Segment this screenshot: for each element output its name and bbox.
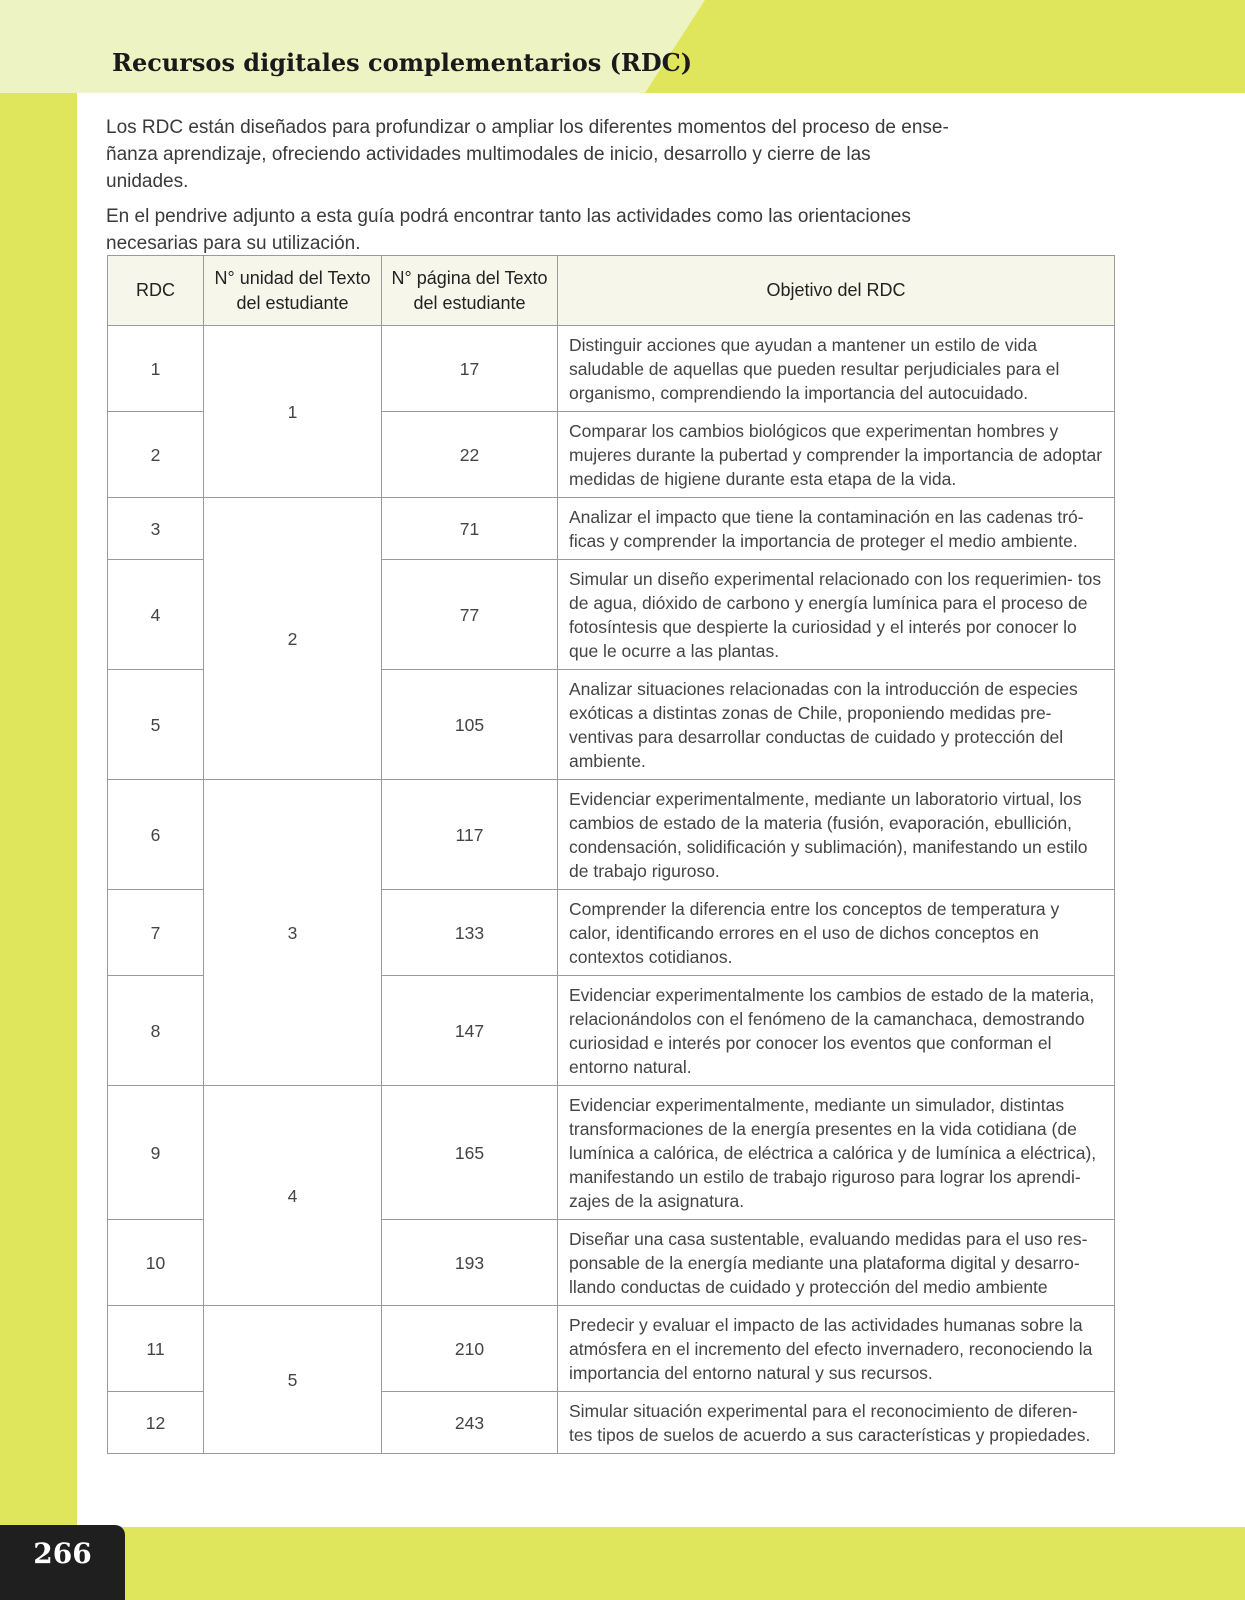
unit-number: 1 [204,326,382,498]
unit-number: 4 [204,1086,382,1306]
table-row [108,1306,1115,1392]
table-header-row [108,256,1115,326]
rdc-number: 9 [108,1086,204,1220]
rdc-number: 3 [108,498,204,560]
footer-band [0,1527,1245,1600]
page-number-cell: 105 [382,670,558,780]
rdc-number: 5 [108,670,204,780]
objective-text: Diseñar una casa sustentable, evaluando medidas para el uso res- ponsable de la energía mediante una plataforma digital y desarro- llando conductas de cuidado y protección del medio ambiente [558,1220,1115,1306]
rdc-number: 11 [108,1306,204,1392]
rdc-number: 4 [108,560,204,670]
page-title: Recursos digitales complementarios (RDC) [112,48,693,77]
objective-text: Distinguir acciones que ayudan a mantener un estilo de vida saludable de aquellas que pueden resultar perjudiciales para el organismo, comprendiendo la importancia del autocuidado. [558,326,1115,412]
header-rdc: RDC [108,256,204,326]
page-number-cell: 71 [382,498,558,560]
page-number-cell: 22 [382,412,558,498]
header-unit: N° unidad del Texto del estudiante [204,256,382,326]
page-number-cell: 165 [382,1086,558,1220]
objective-text: Evidenciar experimentalmente los cambios de estado de la materia, relacionándolos con el fenómeno de la camanchaca, demostrando curiosidad e interés por conocer los eventos que conforman el entorno natural. [558,976,1115,1086]
objective-text: Evidenciar experimentalmente, mediante un laboratorio virtual, los cambios de estado de la materia (fusión, evaporación, ebullición, condensación, solidificación y sublimación), manifestando un estilo de trabajo riguroso. [558,780,1115,890]
page-number-cell: 147 [382,976,558,1086]
rdc-number: 10 [108,1220,204,1306]
rdc-number: 7 [108,890,204,976]
table-row [108,780,1115,890]
header-objective: Objetivo del RDC [558,256,1115,326]
objective-text: Analizar el impacto que tiene la contaminación en las cadenas tró- ficas y comprender la importancia de proteger el medio ambiente. [558,498,1115,560]
page-number-cell: 243 [382,1392,558,1454]
header-page: N° página del Texto del estudiante [382,256,558,326]
objective-text: Predecir y evaluar el impacto de las actividades humanas sobre la atmósfera en el incremento del efecto invernadero, reconociendo la importancia del entorno natural y sus recursos. [558,1306,1115,1392]
rdc-number: 1 [108,326,204,412]
page-number-cell: 133 [382,890,558,976]
table-row [108,1086,1115,1220]
intro-paragraph-1: Los RDC están diseñados para profundizar o ampliar los diferentes momentos del proceso de ense- ñanza aprendizaje, ofreciendo actividades multimodales de inicio, desarrollo y cierre de las unidades. [106,117,949,192]
objective-text: Simular un diseño experimental relacionado con los requerimien- tos de agua, dióxido de carbono y energía lumínica para el proceso de fotosíntesis que despierte la curiosidad y el interés por conocer lo que le ocurre a las plantas. [558,560,1115,670]
table-row [108,498,1115,560]
page-number-box [0,1525,125,1600]
page-number-cell: 117 [382,780,558,890]
page-number-cell: 17 [382,326,558,412]
header-accent-shape [645,0,1245,93]
rdc-number: 6 [108,780,204,890]
intro-text [106,114,956,265]
unit-number: 5 [204,1306,382,1454]
rdc-table [107,255,1115,1454]
objective-text: Analizar situaciones relacionadas con la introducción de especies exóticas a distintas zonas de Chile, proponiendo medidas pre- ventivas para desarrollar conductas de cuidado y protección del ambiente. [558,670,1115,780]
table-row [108,326,1115,412]
page-number-cell: 193 [382,1220,558,1306]
unit-number: 2 [204,498,382,780]
objective-text: Comparar los cambios biológicos que experimentan hombres y mujeres durante la pubertad y comprender la importancia de adoptar medidas de higiene durante esta etapa de la vida. [558,412,1115,498]
objective-text: Evidenciar experimentalmente, mediante un simulador, distintas transformaciones de la energía presentes en la vida cotidiana (de lumínica a calórica, de eléctrica a calórica y de lumínica a eléctrica), manifestando un estilo de trabajo riguroso para lograr los aprendi- zajes de la asignatura. [558,1086,1115,1220]
page-number-cell: 210 [382,1306,558,1392]
rdc-number: 12 [108,1392,204,1454]
objective-text: Comprender la diferencia entre los conceptos de temperatura y calor, identificando errores en el uso de dichos conceptos en contextos cotidianos. [558,890,1115,976]
left-accent-band [0,0,77,1600]
page-number-cell: 77 [382,560,558,670]
rdc-number: 2 [108,412,204,498]
rdc-number: 8 [108,976,204,1086]
unit-number: 3 [204,780,382,1086]
intro-paragraph-2: En el pendrive adjunto a esta guía podrá encontrar tanto las actividades como las orientaciones necesarias para su utilización. [106,206,911,254]
page-number: 266 [33,1537,92,1570]
objective-text: Simular situación experimental para el reconocimiento de diferen- tes tipos de suelos de acuerdo a sus características y propiedades. [558,1392,1115,1454]
